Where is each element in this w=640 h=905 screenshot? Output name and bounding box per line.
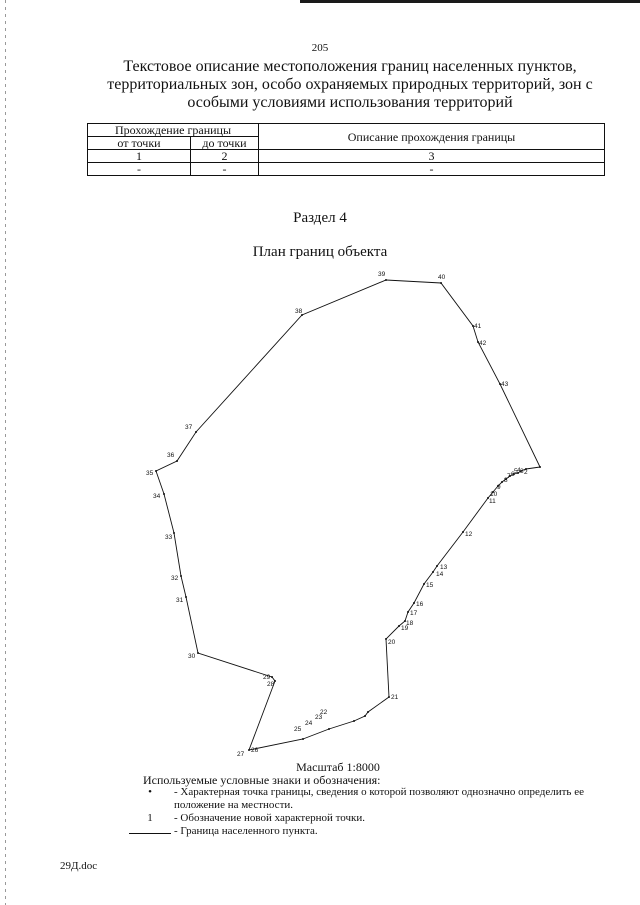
legend: [126, 786, 596, 838]
point-label-37: 37: [185, 424, 193, 431]
file-name-footer: 29Д.doc: [60, 860, 98, 872]
table-cell: -: [259, 163, 605, 176]
boundary-point-1: [539, 466, 541, 468]
point-label-22: 22: [320, 709, 328, 716]
boundary-line-icon: [126, 825, 174, 838]
boundary-point-24: [353, 720, 355, 722]
column-number: 1: [88, 150, 191, 163]
boundary-line: [156, 280, 540, 750]
boundary-point-25: [328, 728, 330, 730]
boundary-point-15: [423, 583, 425, 585]
point-label-38: 38: [295, 308, 303, 315]
boundary-point-39: [385, 279, 387, 281]
point-label-39: 39: [378, 271, 386, 278]
bullet-icon: •: [148, 786, 152, 798]
boundary-point-14: [432, 571, 434, 573]
boundary-point-17: [407, 611, 409, 613]
point-label-3: 3: [520, 468, 524, 475]
legend-text: - Обозначение новой характерной точки.: [174, 812, 366, 824]
boundary-point-19: [398, 625, 400, 627]
page-number: 205: [311, 42, 329, 54]
point-label-15: 15: [426, 582, 434, 589]
point-label-6: 6: [511, 471, 515, 478]
boundary-point-16: [413, 602, 415, 604]
point-label-21: 21: [391, 694, 399, 701]
header-description: Описание прохождения границы: [259, 124, 605, 150]
boundary-point-13: [436, 565, 438, 567]
point-label-5: 5: [514, 468, 518, 475]
point-label-36: 36: [167, 452, 175, 459]
boundary-point-21: [388, 696, 390, 698]
point-number-symbol: 1: [147, 812, 153, 824]
boundary-point-22: [367, 711, 369, 713]
point-labels: [146, 271, 528, 758]
boundary-point-35: [155, 470, 157, 472]
point-label-25: 25: [294, 726, 302, 733]
point-label-16: 16: [416, 601, 424, 608]
point-label-33: 33: [165, 534, 173, 541]
boundary-point-23: [364, 715, 366, 717]
point-label-42: 42: [479, 340, 487, 347]
point-label-24: 24: [305, 720, 313, 727]
point-label-32: 32: [171, 575, 179, 582]
column-number: 3: [259, 150, 605, 163]
boundary-point-34: [163, 493, 165, 495]
plan-title: План границ объекта: [252, 244, 388, 260]
boundary-point-37: [195, 431, 197, 433]
table-cell: -: [191, 163, 259, 176]
header-from-point: от точки: [88, 137, 191, 150]
point-label-40: 40: [438, 274, 446, 281]
point-label-43: 43: [501, 381, 509, 388]
boundary-point-29: [271, 676, 273, 678]
section-heading: Раздел 4: [293, 210, 347, 226]
point-label-28: 28: [267, 681, 275, 688]
boundary-point-36: [176, 460, 178, 462]
boundary-point-26: [302, 738, 304, 740]
point-label-19: 19: [401, 625, 409, 632]
boundary-point-33: [173, 532, 175, 534]
point-label-9: 9: [497, 484, 501, 491]
boundary-point-8: [501, 481, 503, 483]
legend-text: - Граница населенного пункта.: [174, 825, 318, 837]
point-label-7: 7: [507, 473, 511, 480]
boundary-point-31: [185, 596, 187, 598]
boundary-point-28: [274, 680, 276, 682]
point-label-30: 30: [188, 653, 196, 660]
legend-heading: Используемые условные знаки и обозначения:: [143, 773, 381, 787]
document-title: Текстовое описание местоположения границ населенных пунктов, территориальных зон, особо охраняемых природных территорий, зон с особыми условиями использования территорий: [107, 58, 593, 111]
boundary-point-40: [440, 282, 442, 284]
point-label-13: 13: [440, 564, 448, 571]
point-label-35: 35: [146, 470, 154, 477]
header-group: Прохождение границы: [88, 124, 259, 137]
column-number: 2: [191, 150, 259, 163]
header-to-point: до точки: [191, 137, 259, 150]
point-label-2: 2: [524, 469, 528, 476]
point-label-17: 17: [410, 610, 418, 617]
legend-text: - Характерная точка границы, сведения о которой позволяют однозначно определить ее положение на местности.: [174, 786, 584, 811]
point-label-27: 27: [237, 751, 245, 758]
plan-scale: Масштаб 1:8000: [296, 760, 380, 774]
point-label-41: 41: [474, 323, 482, 330]
legend-item-new-point: [126, 812, 596, 825]
point-label-10: 10: [490, 491, 498, 498]
boundary-point-32: [180, 575, 182, 577]
boundary-point-12: [462, 531, 464, 533]
table-cell: -: [88, 163, 191, 176]
boundary-point-30: [197, 652, 199, 654]
point-label-8: 8: [504, 477, 508, 484]
point-label-29: 29: [263, 674, 271, 681]
legend-item-boundary: [126, 825, 596, 838]
point-label-26: 26: [251, 747, 259, 754]
point-label-12: 12: [465, 531, 473, 538]
boundary-point-27: [248, 749, 250, 751]
point-label-23: 23: [315, 714, 323, 721]
legend-item-point: [126, 786, 596, 812]
point-label-14: 14: [436, 571, 444, 578]
point-label-31: 31: [176, 597, 184, 604]
point-label-20: 20: [388, 639, 396, 646]
point-label-4: 4: [517, 467, 521, 474]
point-label-34: 34: [153, 493, 161, 500]
point-label-11: 11: [489, 498, 496, 505]
point-marks: [155, 279, 541, 751]
point-label-18: 18: [406, 620, 414, 627]
boundary-point-20: [385, 638, 387, 640]
